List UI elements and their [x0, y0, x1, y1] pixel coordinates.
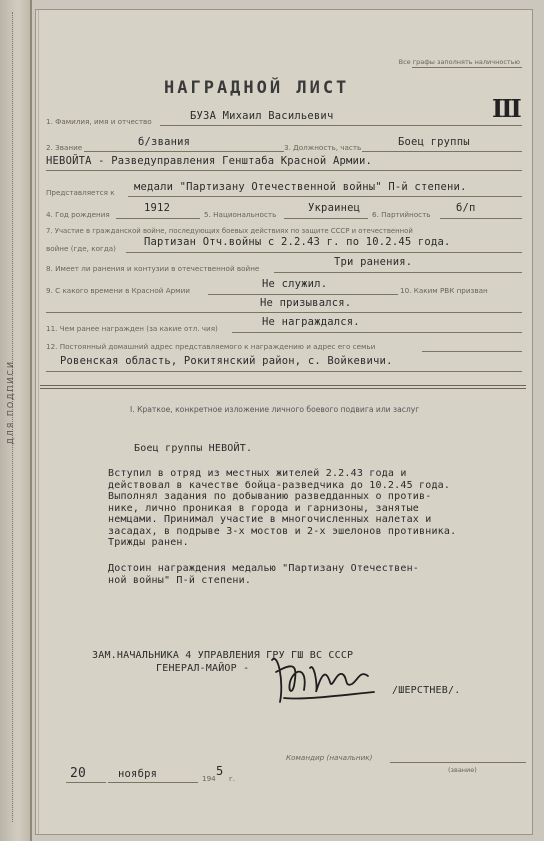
war-line	[126, 252, 522, 253]
commander-line	[390, 762, 526, 763]
nominated-label: Представляется к	[46, 188, 115, 197]
army-value: Не служил.	[262, 278, 328, 290]
binding-stub	[0, 0, 32, 841]
stub-label: ДЛЯ ПОДПИСИ	[6, 360, 15, 445]
date-day-line	[66, 782, 106, 783]
nominated-value: медали "Партизану Отечественной войны" П-й степени.	[134, 181, 467, 193]
address-value: Ровенская область, Рокитянский район, с. Войкевичи.	[60, 355, 393, 367]
signature-name: /ШЕРСТНЕВ/.	[392, 685, 461, 696]
wounds-label: 8. Имеет ли ранения и контузии в отечественной войне	[46, 264, 260, 273]
party-value: б/п	[456, 202, 476, 214]
date-month-line	[108, 782, 198, 783]
page-title: НАГРАДНОЙ ЛИСТ	[164, 78, 350, 98]
narrative-conclusion: Достоин награждения медалью "Партизану Отечествен- ной войны" П-й степени.	[108, 563, 420, 586]
commander-label: Командир (начальник)	[286, 753, 373, 762]
position-continued: НЕВОЙТА - Разведуправления Генштаба Красной Армии.	[46, 155, 373, 167]
date-year-end: г.	[229, 774, 236, 783]
war-value: Партизан Отч.войны с 2.2.43 г. по 10.2.45 года.	[144, 236, 451, 248]
position-line	[362, 151, 522, 152]
address-line-2	[46, 371, 522, 372]
nominated-line	[128, 196, 522, 197]
section-divider	[40, 385, 526, 386]
nationality-line	[284, 218, 368, 219]
name-label: 1. Фамилия, имя и отчество	[46, 117, 152, 126]
party-label: 6. Партийность	[372, 210, 431, 219]
wounds-value: Три ранения.	[334, 256, 413, 268]
corner-underline	[412, 67, 522, 68]
rank-label: 2. Звание	[46, 143, 83, 152]
signature-rank: ГЕНЕРАЛ-МАЙОР -	[156, 663, 250, 674]
rank-line	[84, 151, 284, 152]
wounds-line	[274, 272, 522, 273]
address-label: 12. Постоянный домашний адрес представляемого к награждению и адрес его семьи	[46, 342, 376, 351]
position-cont-line	[46, 170, 522, 171]
narrative-opening: Боец группы НЕВОЙТ.	[134, 443, 253, 454]
handwritten-signature	[264, 642, 384, 712]
roman-number: III	[492, 94, 520, 123]
awards-line	[232, 332, 522, 333]
rvk-value: Не призывался.	[260, 297, 352, 309]
date-day: 20	[70, 766, 87, 781]
narrative-body: Вступил в отряд из местных жителей 2.2.43 года и действовал в качестве бойца-разведчика до 10.2.45 года. Выполнял задания по добыванию разведданных о против- нике, лично проникая в города и гарнизоны, занятые немцами. Принимал участие в многочисленных налетах и засадах, в подрыве 3-х мостов и 2-х эшелонов противника. Трижды ранен.	[108, 468, 457, 548]
rank-value: б/звания	[138, 136, 191, 148]
rvk-label: 10. Каким РВК призван	[400, 286, 488, 295]
signature-title: ЗАМ.НАЧАЛЬНИКА 4 УПРАВЛЕНИЯ ГРУ ГШ ВС СССР	[92, 650, 354, 661]
section-divider-2	[40, 388, 526, 389]
margin-line	[38, 10, 39, 834]
birth-value: 1912	[144, 202, 171, 214]
birth-line	[116, 218, 200, 219]
rvk-line	[46, 312, 522, 313]
awards-label: 11. Чем ранее награжден (за какие отл. чия)	[46, 324, 218, 333]
position-value: Боец группы	[398, 136, 470, 148]
award-sheet	[36, 10, 532, 834]
name-value: БУЗА Михаил Васильевич	[190, 110, 334, 122]
rank-caption: (звание)	[448, 766, 477, 774]
date-month: ноября	[118, 768, 158, 780]
awards-value: Не награждался.	[262, 316, 360, 328]
nationality-label: 5. Национальность	[204, 210, 277, 219]
position-label: 3. Должность, часть	[284, 143, 362, 152]
birth-label: 4. Год рождения	[46, 210, 110, 219]
section-heading: I. Краткое, конкретное изложение личного боевого подвига или заслуг	[130, 405, 420, 414]
war-label-2: войне (где, когда)	[46, 244, 116, 253]
war-label-1: 7. Участие в гражданской войне, последующих боевых действиях по защите СССР и отечественной	[46, 227, 413, 235]
date-year-suffix: 5	[216, 764, 224, 778]
army-label: 9. С какого времени в Красной Армии	[46, 286, 190, 295]
army-line	[208, 294, 398, 295]
corner-note: Все графы заполнять наличностью	[398, 58, 520, 66]
party-line	[440, 218, 522, 219]
address-line-1	[422, 351, 522, 352]
name-line	[160, 125, 522, 126]
date-year-prefix: 194	[202, 774, 216, 783]
nationality-value: Украинец	[308, 202, 361, 214]
